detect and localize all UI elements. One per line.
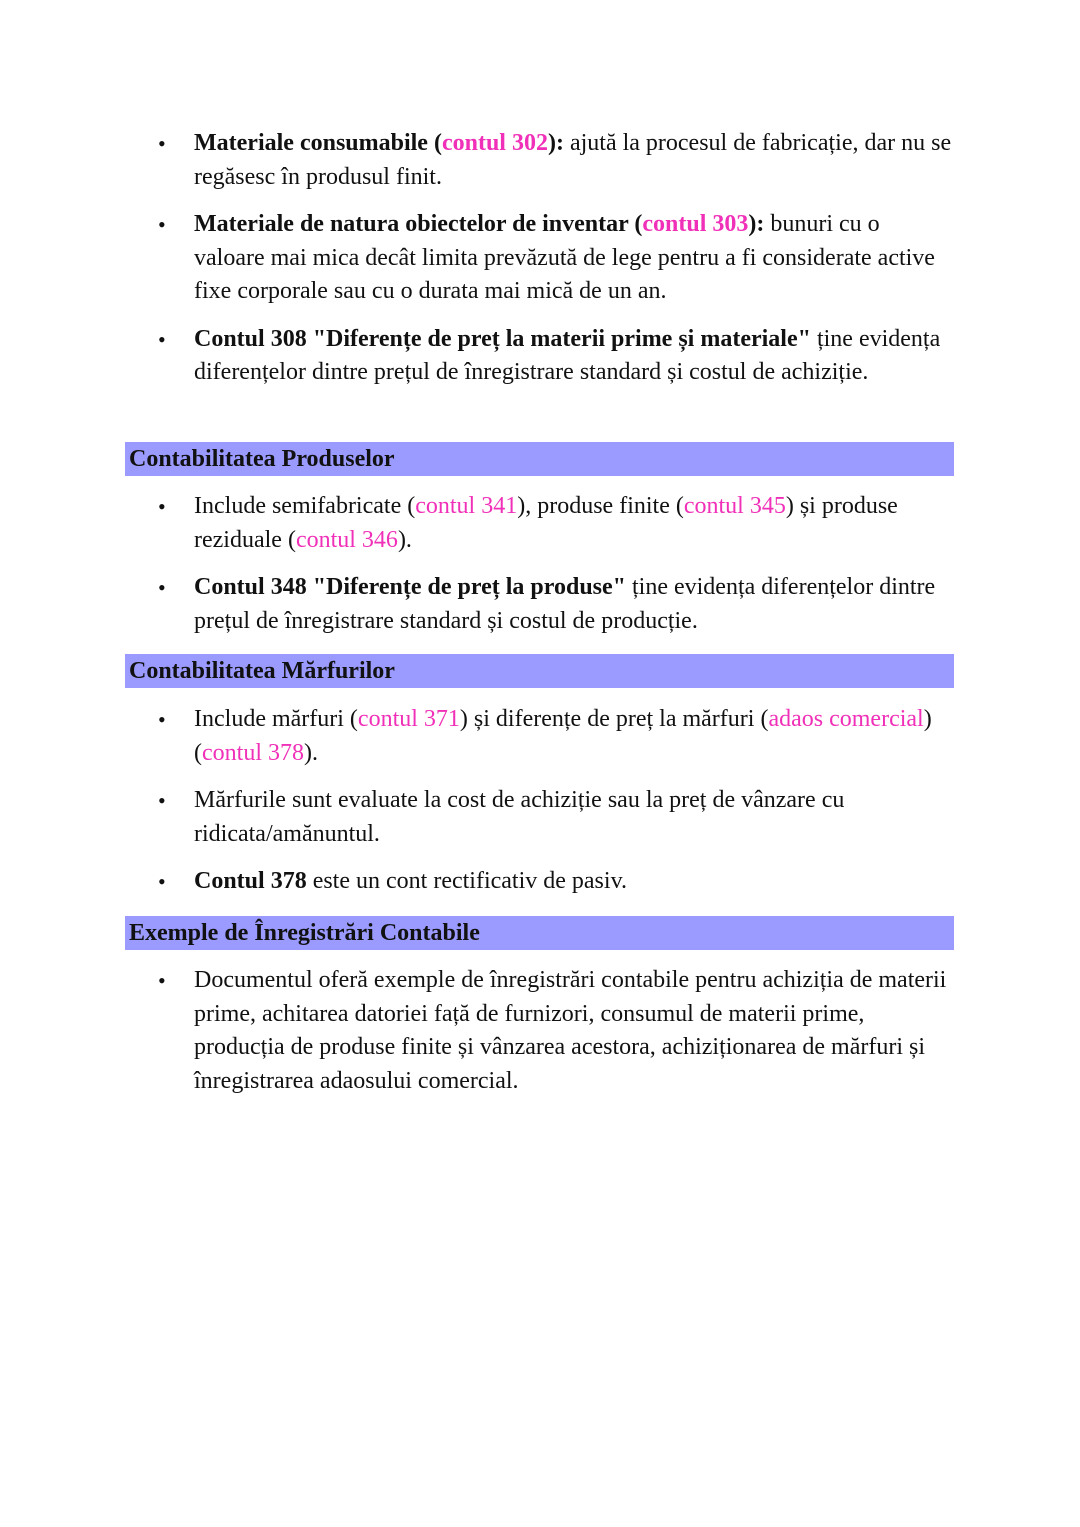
item-bold-label: Materiale de natura obiectelor de inventar ( bbox=[194, 211, 643, 237]
item-text: ). bbox=[397, 526, 412, 553]
account-link-302[interactable]: contul 302 bbox=[441, 130, 548, 156]
list-item-inventory-objects bbox=[0, 208, 954, 309]
list-item-account-308 bbox=[0, 323, 954, 390]
link-adaos-comercial[interactable]: adaos comercial bbox=[768, 706, 924, 732]
account-link-303[interactable]: contul 303 bbox=[642, 211, 749, 237]
item-text: ține evidența diferențelor dintre prețul de înregistrare standard și costul de achiziție. bbox=[194, 325, 941, 385]
materials-list bbox=[0, 127, 1080, 404]
item-text: bunuri cu o valoare mai mica decât limita prevăzută de lege pentru a fi considerate active fixe corporale sau cu o durata mai mică de un an. bbox=[194, 211, 935, 304]
account-link-378[interactable]: contul 378 bbox=[202, 739, 304, 766]
item-bold-label: Contul 348 "Diferențe de preț la produse" bbox=[194, 574, 626, 600]
list-item-products-include bbox=[0, 490, 954, 557]
section-heading-examples: Exemple de Înregistrări Contabile bbox=[125, 916, 954, 950]
item-bold-label: Contul 308 "Diferențe de preț la materii prime și materiale" bbox=[194, 325, 811, 352]
item-text: ), produse finite ( bbox=[517, 493, 684, 519]
item-text: ). bbox=[304, 739, 318, 766]
item-text: este un cont rectificativ de pasiv. bbox=[306, 868, 628, 894]
list-item-account-378 bbox=[0, 865, 954, 899]
item-bold-label: Contul 378 bbox=[194, 868, 307, 894]
item-bold-close: ): bbox=[547, 130, 564, 156]
products-list bbox=[0, 490, 1080, 652]
item-text: ajută la procesul de fabricație, dar nu se regăsesc în produsul finit. bbox=[194, 130, 952, 190]
item-bold-label: Materiale consumabile ( bbox=[194, 130, 442, 156]
item-text: Include mărfuri ( bbox=[194, 706, 358, 732]
goods-list bbox=[0, 703, 1080, 913]
examples-list bbox=[0, 964, 1080, 1112]
item-text: ) și diferențe de preț la mărfuri ( bbox=[459, 706, 769, 732]
account-link-346[interactable]: contul 346 bbox=[295, 526, 398, 553]
item-bold-close: ): bbox=[748, 211, 765, 237]
list-item-goods-valuation bbox=[0, 784, 954, 851]
item-text: Documentul oferă exemple de înregistrări contabile pentru achiziția de materii prime, achitarea datoriei față de furnizori, consumul de materii prime, producția de produse finite și vânzarea acestora, achiziționarea de mărfuri și înregistrarea adaosului comercial. bbox=[194, 967, 947, 1094]
item-text: Include semifabricate ( bbox=[194, 493, 416, 519]
item-text: ) și produse reziduale ( bbox=[194, 493, 898, 553]
list-item-goods-include bbox=[0, 703, 954, 770]
item-text: ) ( bbox=[194, 706, 932, 766]
account-link-345[interactable]: contul 345 bbox=[683, 493, 786, 519]
list-item-account-348 bbox=[0, 571, 954, 638]
list-item-consumables bbox=[0, 127, 954, 194]
item-text: ține evidența diferențelor dintre prețul de înregistrare standard și costul de producție. bbox=[194, 574, 936, 634]
account-link-371[interactable]: contul 371 bbox=[357, 706, 460, 732]
item-text: Mărfurile sunt evaluate la cost de achiziție sau la preț de vânzare cu ridicata/amănuntul. bbox=[194, 787, 845, 847]
section-heading-goods: Contabilitatea Mărfurilor bbox=[125, 654, 954, 688]
account-link-341[interactable]: contul 341 bbox=[415, 493, 518, 519]
section-heading-products: Contabilitatea Produselor bbox=[125, 442, 954, 476]
list-item-examples bbox=[0, 964, 954, 1098]
